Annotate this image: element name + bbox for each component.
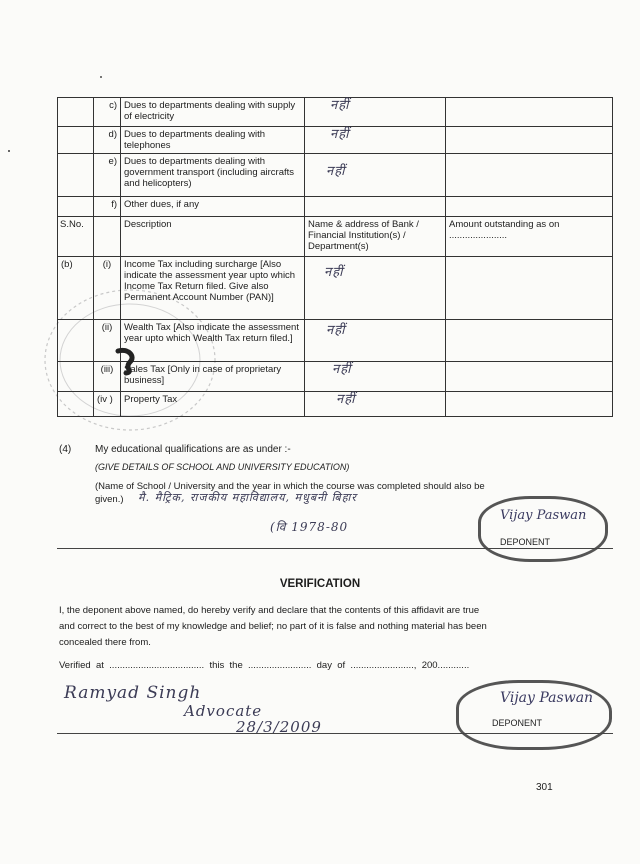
sub-cell: d) <box>94 127 121 154</box>
sub-cell: c) <box>94 98 121 127</box>
table-header-row <box>58 217 613 257</box>
verification-title: VERIFICATION <box>279 578 361 590</box>
advocate-name: Ramyad Singh <box>64 683 202 703</box>
sub-cell: (i) <box>94 257 121 320</box>
bank-cell <box>305 362 446 392</box>
sno-cell <box>58 197 94 217</box>
section-note-line2: given.) <box>95 494 124 505</box>
sno-cell <box>58 98 94 127</box>
sub-cell: (iv ) <box>94 392 121 417</box>
header-blank <box>94 217 121 257</box>
verification-body-line1: I, the deponent above named, do hereby verify and declare that the contents of this affidavit are true <box>59 605 480 616</box>
signature-oval-top <box>478 496 608 562</box>
description-cell: Dues to departments dealing with telephones <box>121 127 305 154</box>
sno-cell: (b) <box>58 257 94 320</box>
amount-cell <box>446 320 613 362</box>
description-cell: Income Tax including surcharge [Also indicate the assessment year upto which Income Tax Return filed. Give also Permanent Account Number (PAN)] <box>121 257 305 320</box>
header-amount: Amount outstanding as on ...................... <box>446 217 613 257</box>
handwritten-entry: नहीं <box>336 392 356 407</box>
deponent-label-bottom: DEPONENT <box>492 718 543 728</box>
sno-cell <box>58 362 94 392</box>
header-sno: S.No. <box>58 217 94 257</box>
handwritten-entry: नहीं <box>324 265 344 280</box>
deponent-label-top: DEPONENT <box>500 537 551 547</box>
handwritten-entry: नहीं <box>326 164 346 179</box>
sno-cell <box>58 127 94 154</box>
bank-cell <box>305 98 446 127</box>
amount-cell <box>446 392 613 417</box>
verification-body-line2: and correct to the best of my knowledge and belief; no part of it is false and nothing material has been <box>59 621 487 632</box>
amount-cell <box>446 98 613 127</box>
bank-cell <box>305 320 446 362</box>
signature-bottom: Vijay Paswan <box>500 690 594 706</box>
description-cell: Other dues, if any <box>121 197 305 217</box>
amount-cell <box>446 362 613 392</box>
sno-cell <box>58 320 94 362</box>
amount-cell <box>446 154 613 197</box>
ink-blot <box>112 346 142 376</box>
sno-cell <box>58 154 94 197</box>
page-number: 301 <box>536 782 553 793</box>
handwritten-entry: नहीं <box>330 98 350 113</box>
margin-mark <box>8 150 10 152</box>
section-heading: My educational qualifications are as under :- <box>95 444 291 455</box>
table-row <box>58 154 613 197</box>
section-instruction: (GIVE DETAILS OF SCHOOL AND UNIVERSITY EDUCATION) <box>95 462 350 472</box>
verification-body-line3: concealed there from. <box>59 637 151 648</box>
sub-cell: e) <box>94 154 121 197</box>
bank-cell <box>305 392 446 417</box>
table-row <box>58 197 613 217</box>
section-note-line1: (Name of School / University and the year in which the course was completed should also be <box>95 481 485 492</box>
amount-cell <box>446 197 613 217</box>
bank-cell <box>305 127 446 154</box>
bank-cell <box>305 154 446 197</box>
table-row <box>58 392 613 417</box>
sub-cell: f) <box>94 197 121 217</box>
advocate-date: 28/3/2009 <box>236 718 322 736</box>
header-bank: Name & address of Bank / Financial Institution(s) / Department(s) <box>305 217 446 257</box>
signature-top: Vijay Paswan <box>500 508 587 523</box>
table-row <box>58 127 613 154</box>
handwritten-entry: नहीं <box>332 362 352 377</box>
margin-mark <box>100 76 102 78</box>
sno-cell <box>58 392 94 417</box>
description-cell: Dues to departments dealing with supply of electricity <box>121 98 305 127</box>
table-row <box>58 257 613 320</box>
description-cell: Sales Tax [Only in case of proprietary business] <box>121 362 305 392</box>
amount-cell <box>446 127 613 154</box>
bank-cell <box>305 257 446 320</box>
handwritten-entry: नहीं <box>330 127 350 142</box>
description-cell: Wealth Tax [Also indicate the assessment year upto which Wealth Tax return filed.] <box>121 320 305 362</box>
advocate-title: Advocate <box>184 702 263 720</box>
handwritten-education-line2: (वि 1978-80 <box>270 520 349 534</box>
header-description: Description <box>121 217 305 257</box>
divider-line-bottom <box>57 733 613 734</box>
sub-cell: (ii) <box>94 320 121 362</box>
verified-line: Verified at .................................... this the ........................ day of ........................, 200............ <box>59 660 470 671</box>
table-row <box>58 98 613 127</box>
description-cell: Property Tax <box>121 392 305 417</box>
bank-cell <box>305 197 446 217</box>
description-cell: Dues to departments dealing with government transport (including aircrafts and helicopters) <box>121 154 305 197</box>
amount-cell <box>446 257 613 320</box>
handwritten-entry: नहीं <box>326 323 346 338</box>
sub-cell: (iii) <box>94 362 121 392</box>
handwritten-education-line1: मै. मैट्रिक, राजकीय महाविद्यालय, मधुबनी बिहार <box>138 491 357 504</box>
divider-line <box>57 548 613 549</box>
section-number: (4) <box>59 444 72 455</box>
